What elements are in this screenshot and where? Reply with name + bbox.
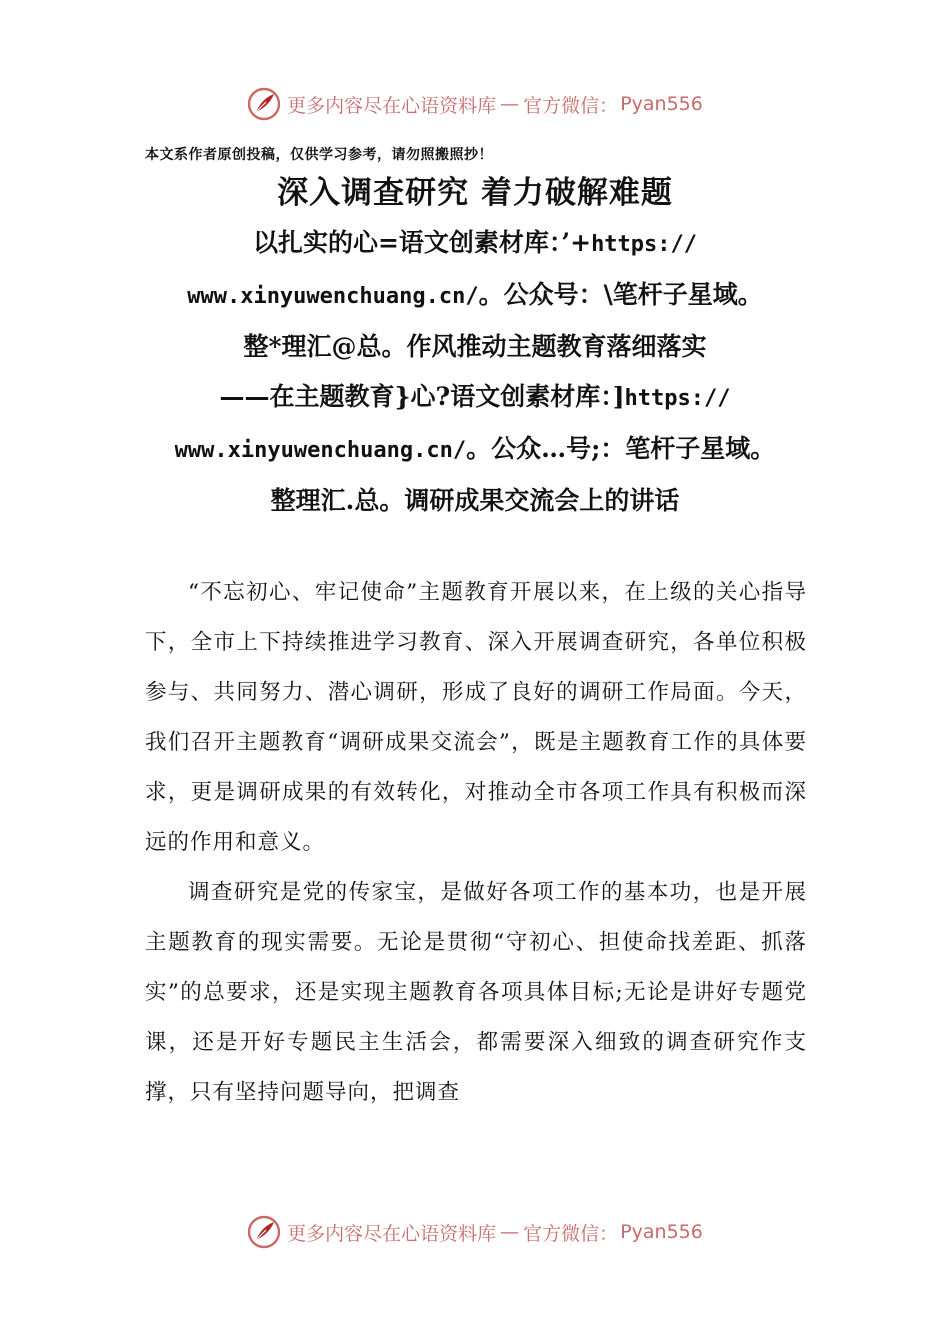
subtitle-line-5 <box>130 424 820 476</box>
watermark-wechat-label: 官方微信： <box>523 94 619 117</box>
title-block <box>130 168 820 526</box>
watermark-separator: — <box>500 1221 520 1243</box>
subtitle-line-1-text: 以扎实的心=语文创素材库：’+ <box>252 228 592 257</box>
subtitle-line-2 <box>130 270 820 322</box>
subtitle-line-1 <box>130 218 820 270</box>
subtitle-line-4-url: https:// <box>624 386 731 411</box>
watermark-wechat-id: Pyan556 <box>620 1221 703 1243</box>
subtitle-line-3 <box>130 322 820 372</box>
header-watermark <box>0 84 950 124</box>
subtitle-line-1-url: https:// <box>591 232 698 257</box>
feather-pen-logo-icon <box>247 1215 281 1249</box>
copyright-notice: 本文系作者原创投稿，仅供学习参考，请勿照搬照抄！ <box>145 147 493 163</box>
subtitle-line-6-text: 整理汇.总。调研成果交流会上的讲话 <box>270 486 680 515</box>
subtitle-line-6 <box>130 476 820 526</box>
body-paragraph-1: “不忘初心、牢记使命”主题教育开展以来，在上级的关心指导下，全市上下持续推进学习教育、深入开展调查研究，各单位积极参与、共同努力、潜心调研，形成了良好的调研工作局面。今天，我们召开主题教育“调研成果交流会”，既是主题教育工作的具体要求，更是调研成果的有效转化，对推动全市各项工作具有积极而深远的作用和意义。 <box>145 580 807 855</box>
subtitle-line-5-url: www.xinyuwenchuang.cn/ <box>174 438 467 463</box>
subtitle-line-4 <box>130 372 820 424</box>
subtitle-line-4-text: ——在主题教育}心?语文创素材库：] <box>219 382 625 411</box>
watermark-text: 更多内容尽在心语资料库 <box>287 94 497 117</box>
feather-pen-logo-icon <box>247 87 281 121</box>
subtitle-line-5-text: 。公众…号;：笔杆子星域。 <box>466 434 776 463</box>
watermark-separator: — <box>500 93 520 115</box>
watermark-wechat-label: 官方微信： <box>523 1222 619 1245</box>
body-paragraph-2: 调查研究是党的传家宝，是做好各项工作的基本功，也是开展主题教育的现实需要。无论是贯彻“守初心、担使命找差距、抓落实”的总要求，还是实现主题教育各项具体目标;无论是讲好专题党课，还是开好专题民主生活会，都需要深入细致的调查研究作支撑，只有坚持问题导向，把调查 <box>145 880 807 1105</box>
document-body <box>145 568 807 1118</box>
subtitle-line-2-url: www.xinyuwenchuang.cn/ <box>187 284 479 309</box>
watermark-wechat-id: Pyan556 <box>620 93 703 115</box>
footer-watermark <box>0 1212 950 1252</box>
document-title: 深入调查研究 着力破解难题 <box>277 175 673 211</box>
watermark-text: 更多内容尽在心语资料库 <box>287 1222 497 1245</box>
subtitle-line-3-text: 整*理汇@总。作风推动主题教育落细落实 <box>243 332 707 361</box>
subtitle-line-2-text: 。公众号：\笔杆子星域。 <box>478 280 763 309</box>
